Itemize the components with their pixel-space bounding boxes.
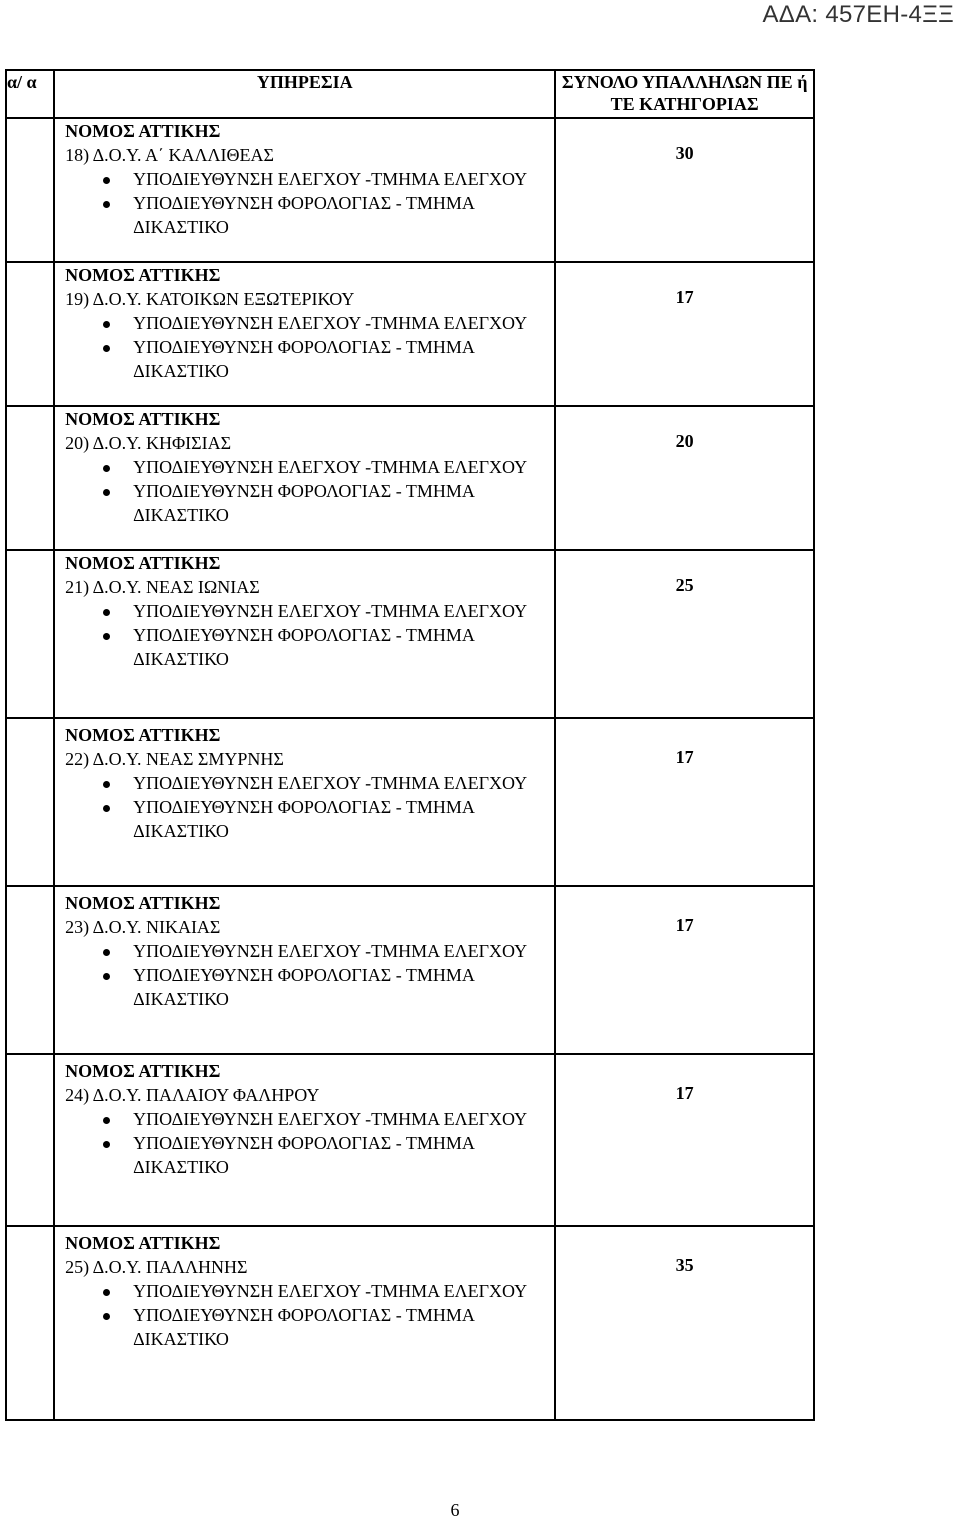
table-row [6, 550, 814, 718]
bullet-icon [103, 609, 110, 616]
subdivision-item [65, 795, 533, 843]
service-cell [54, 1054, 555, 1226]
table-row [6, 886, 814, 1054]
total-cell [555, 886, 814, 1054]
bullet-icon [103, 805, 110, 812]
subdivision-item [65, 771, 533, 795]
subdivision-text: ΥΠΟΔΙΕΥΘΥΝΣΗ ΦΟΡΟΛΟΓΙΑΣ - ΤΜΗΜΑ ΔΙΚΑΣΤΙΚΟ [133, 337, 474, 381]
total-cell [555, 718, 814, 886]
subdivision-item [65, 1107, 533, 1131]
total-cell [555, 262, 814, 406]
aa-cell [6, 886, 54, 1054]
subdivision-item [65, 479, 533, 527]
subdivision-text: ΥΠΟΔΙΕΥΘΥΝΣΗ ΕΛΕΓΧΟΥ -ΤΜΗΜΑ ΕΛΕΓΧΟΥ [133, 457, 528, 477]
subdivision-text: ΥΠΟΔΙΕΥΘΥΝΣΗ ΕΛΕΓΧΟΥ -ΤΜΗΜΑ ΕΛΕΓΧΟΥ [133, 773, 528, 793]
staff-table [5, 69, 815, 1421]
subdivision-list [65, 455, 554, 527]
table-row [6, 718, 814, 886]
subdivision-text: ΥΠΟΔΙΕΥΘΥΝΣΗ ΕΛΕΓΧΟΥ -ΤΜΗΜΑ ΕΛΕΓΧΟΥ [133, 169, 528, 189]
table-row [6, 262, 814, 406]
nomos-label: ΝΟΜΟΣ ΑΤΤΙΚΗΣ [65, 1061, 221, 1081]
subdivision-text: ΥΠΟΔΙΕΥΘΥΝΣΗ ΦΟΡΟΛΟΓΙΑΣ - ΤΜΗΜΑ ΔΙΚΑΣΤΙΚΟ [133, 193, 474, 237]
service-cell [54, 550, 555, 718]
bullet-icon [103, 489, 110, 496]
total-cell [555, 1054, 814, 1226]
nomos-label: ΝΟΜΟΣ ΑΤΤΙΚΗΣ [65, 553, 221, 573]
subdivision-text: ΥΠΟΔΙΕΥΘΥΝΣΗ ΕΛΕΓΧΟΥ -ΤΜΗΜΑ ΕΛΕΓΧΟΥ [133, 941, 528, 961]
office-name: 19) Δ.Ο.Υ. ΚΑΤΟΙΚΩΝ ΕΞΩΤΕΡΙΚΟΥ [65, 289, 355, 309]
service-cell [54, 718, 555, 886]
subdivision-item [65, 191, 533, 239]
table-header-row [6, 70, 814, 118]
subdivision-list [65, 1279, 554, 1351]
total-cell [555, 118, 814, 262]
page-number: 6 [450, 1500, 460, 1520]
header-aa: α/ α [6, 70, 54, 118]
nomos-label: ΝΟΜΟΣ ΑΤΤΙΚΗΣ [65, 725, 221, 745]
service-cell [54, 118, 555, 262]
aa-cell [6, 1226, 54, 1420]
office-name: 20) Δ.Ο.Υ. ΚΗΦΙΣΙΑΣ [65, 433, 232, 453]
table-body [6, 118, 814, 1420]
nomos-label: ΝΟΜΟΣ ΑΤΤΙΚΗΣ [65, 409, 221, 429]
total-cell [555, 1226, 814, 1420]
table-row [6, 118, 814, 262]
subdivision-list [65, 599, 554, 671]
subdivision-text: ΥΠΟΔΙΕΥΘΥΝΣΗ ΦΟΡΟΛΟΓΙΑΣ - ΤΜΗΜΑ ΔΙΚΑΣΤΙΚΟ [133, 481, 474, 525]
table-row [6, 406, 814, 550]
table-row [6, 1226, 814, 1420]
subdivision-item [65, 1131, 533, 1179]
subdivision-item [65, 623, 533, 671]
bullet-icon [103, 1289, 110, 1296]
subdivision-text: ΥΠΟΔΙΕΥΘΥΝΣΗ ΕΛΕΓΧΟΥ -ΤΜΗΜΑ ΕΛΕΓΧΟΥ [133, 601, 528, 621]
subdivision-list [65, 167, 554, 239]
total-cell [555, 550, 814, 718]
total-cell [555, 406, 814, 550]
bullet-icon [103, 345, 110, 352]
service-cell [54, 1226, 555, 1420]
total-value: 20 [675, 431, 694, 451]
bullet-icon [103, 177, 110, 184]
total-value: 17 [675, 1083, 694, 1103]
subdivision-item [65, 311, 533, 335]
subdivision-list [65, 311, 554, 383]
subdivision-text: ΥΠΟΔΙΕΥΘΥΝΣΗ ΦΟΡΟΛΟΓΙΑΣ - ΤΜΗΜΑ ΔΙΚΑΣΤΙΚΟ [133, 797, 474, 841]
service-cell [54, 886, 555, 1054]
aa-cell [6, 718, 54, 886]
subdivision-list [65, 1107, 554, 1179]
bullet-icon [103, 465, 110, 472]
subdivision-item [65, 1279, 533, 1303]
nomos-label: ΝΟΜΟΣ ΑΤΤΙΚΗΣ [65, 265, 221, 285]
subdivision-text: ΥΠΟΔΙΕΥΘΥΝΣΗ ΦΟΡΟΛΟΓΙΑΣ - ΤΜΗΜΑ ΔΙΚΑΣΤΙΚΟ [133, 965, 474, 1009]
total-value: 17 [675, 287, 694, 307]
header-service: ΥΠΗΡΕΣΙΑ [54, 70, 555, 118]
subdivision-item [65, 167, 533, 191]
service-cell [54, 406, 555, 550]
subdivision-list [65, 771, 554, 843]
subdivision-item [65, 335, 533, 383]
office-name: 23) Δ.Ο.Υ. ΝΙΚΑΙΑΣ [65, 917, 221, 937]
bullet-icon [103, 1313, 110, 1320]
total-value: 25 [675, 575, 694, 595]
subdivision-item [65, 599, 533, 623]
bullet-icon [103, 633, 110, 640]
total-value: 17 [675, 915, 694, 935]
office-name: 21) Δ.Ο.Υ. ΝΕΑΣ ΙΩΝΙΑΣ [65, 577, 260, 597]
ada-code: ΑΔΑ: 457ΕΗ-4ΞΞ [762, 1, 954, 28]
bullet-icon [103, 1141, 110, 1148]
office-name: 24) Δ.Ο.Υ. ΠΑΛΑΙΟΥ ΦΑΛΗΡΟΥ [65, 1085, 320, 1105]
subdivision-text: ΥΠΟΔΙΕΥΘΥΝΣΗ ΕΛΕΓΧΟΥ -ΤΜΗΜΑ ΕΛΕΓΧΟΥ [133, 1109, 528, 1129]
bullet-icon [103, 201, 110, 208]
subdivision-list [65, 939, 554, 1011]
service-cell [54, 262, 555, 406]
total-value: 17 [675, 747, 694, 767]
subdivision-text: ΥΠΟΔΙΕΥΘΥΝΣΗ ΕΛΕΓΧΟΥ -ΤΜΗΜΑ ΕΛΕΓΧΟΥ [133, 1281, 528, 1301]
subdivision-item [65, 939, 533, 963]
aa-cell [6, 406, 54, 550]
subdivision-item [65, 455, 533, 479]
aa-cell [6, 1054, 54, 1226]
total-value: 35 [675, 1255, 694, 1275]
subdivision-text: ΥΠΟΔΙΕΥΘΥΝΣΗ ΦΟΡΟΛΟΓΙΑΣ - ΤΜΗΜΑ ΔΙΚΑΣΤΙΚΟ [133, 625, 474, 669]
nomos-label: ΝΟΜΟΣ ΑΤΤΙΚΗΣ [65, 1233, 221, 1253]
subdivision-text: ΥΠΟΔΙΕΥΘΥΝΣΗ ΦΟΡΟΛΟΓΙΑΣ - ΤΜΗΜΑ ΔΙΚΑΣΤΙΚΟ [133, 1305, 474, 1349]
office-name: 18) Δ.Ο.Υ. Α΄ ΚΑΛΛΙΘΕΑΣ [65, 145, 275, 165]
table-row [6, 1054, 814, 1226]
bullet-icon [103, 949, 110, 956]
nomos-label: ΝΟΜΟΣ ΑΤΤΙΚΗΣ [65, 121, 221, 141]
aa-cell [6, 550, 54, 718]
subdivision-text: ΥΠΟΔΙΕΥΘΥΝΣΗ ΕΛΕΓΧΟΥ -ΤΜΗΜΑ ΕΛΕΓΧΟΥ [133, 313, 528, 333]
bullet-icon [103, 781, 110, 788]
total-value: 30 [675, 143, 694, 163]
bullet-icon [103, 973, 110, 980]
nomos-label: ΝΟΜΟΣ ΑΤΤΙΚΗΣ [65, 893, 221, 913]
aa-cell [6, 118, 54, 262]
office-name: 25) Δ.Ο.Υ. ΠΑΛΛΗΝΗΣ [65, 1257, 248, 1277]
subdivision-item [65, 963, 533, 1011]
header-total: ΣΥΝΟΛΟ ΥΠΑΛΛΗΛΩΝ ΠΕ ή ΤΕ ΚΑΤΗΓΟΡΙΑΣ [555, 70, 814, 118]
subdivision-item [65, 1303, 533, 1351]
office-name: 22) Δ.Ο.Υ. ΝΕΑΣ ΣΜΥΡΝΗΣ [65, 749, 284, 769]
subdivision-text: ΥΠΟΔΙΕΥΘΥΝΣΗ ΦΟΡΟΛΟΓΙΑΣ - ΤΜΗΜΑ ΔΙΚΑΣΤΙΚΟ [133, 1133, 474, 1177]
bullet-icon [103, 321, 110, 328]
bullet-icon [103, 1117, 110, 1124]
aa-cell [6, 262, 54, 406]
